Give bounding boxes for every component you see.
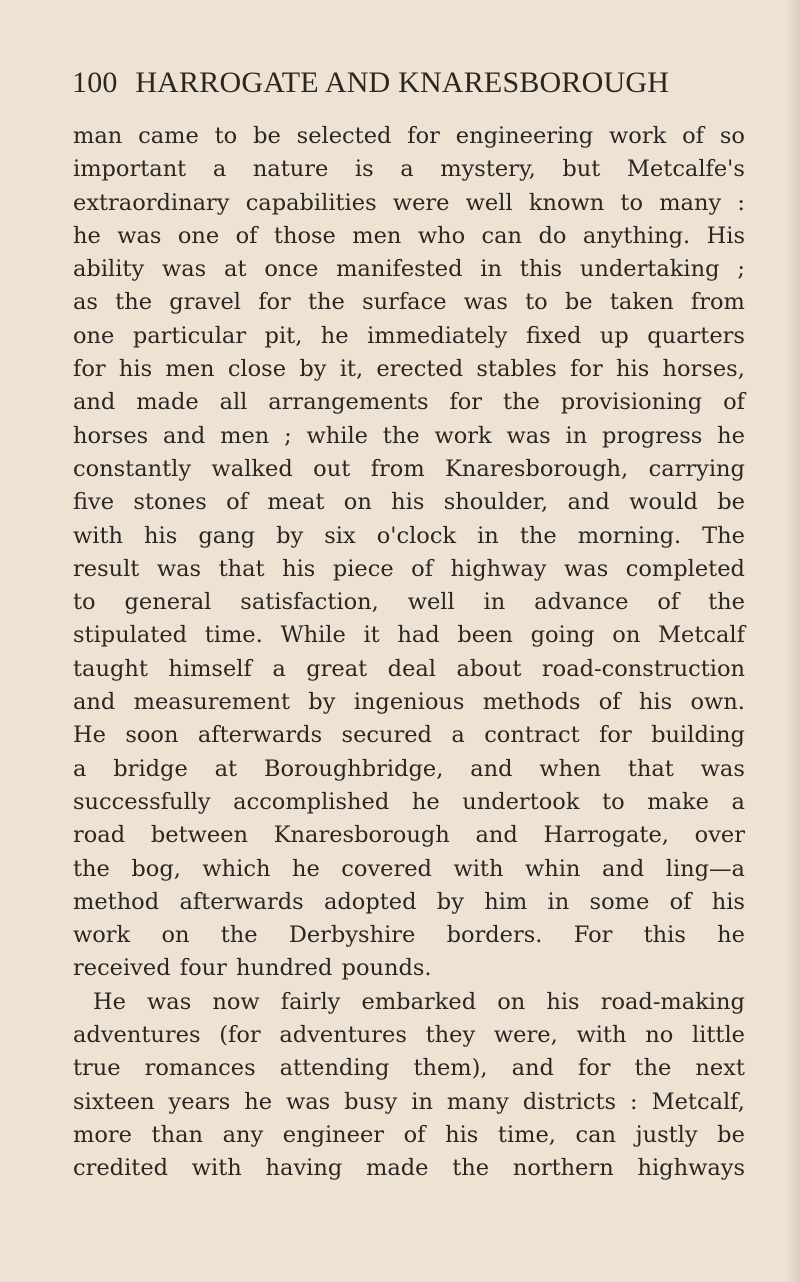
text-line: for his men close by it, erected stables for his horses,: [73, 356, 745, 383]
text-line: He soon afterwards secured a contract for building: [73, 722, 745, 749]
paragraph: [73, 986, 745, 1186]
running-header: [72, 66, 752, 100]
body-text: [73, 120, 745, 1186]
text-line: received four hundred pounds.: [73, 955, 432, 982]
text-line: one particular pit, he immediately fixed up quarters: [73, 322, 745, 349]
text-line: man came to be selected for engineering work of so: [73, 123, 745, 149]
text-line: road between Knaresborough and Harrogate, over: [73, 822, 745, 849]
text-line: work on the Derbyshire borders. For this he: [73, 922, 745, 949]
text-line: true romances attending them), and for the next: [73, 1055, 745, 1082]
text-line: ability was at once manifested in this undertaking ;: [73, 256, 745, 283]
text-line: he was one of those men who can do anything. His: [73, 222, 745, 249]
page-number: 100: [72, 66, 118, 99]
text-line: and measurement by ingenious methods of his own.: [73, 689, 745, 716]
text-line: the bog, which he covered with whin and ling—a: [73, 855, 745, 882]
text-line: sixteen years he was busy in many districts : Metcalf,: [73, 1088, 745, 1115]
text-line: as the gravel for the surface was to be taken from: [73, 289, 745, 316]
text-line: to general satisfaction, well in advance of the: [73, 589, 745, 616]
text-line: extraordinary capabilities were well known to many :: [73, 189, 745, 216]
text-line: a bridge at Boroughbridge, and when that was: [73, 755, 745, 782]
text-line: stipulated time. While it had been going on Metcalf: [73, 622, 745, 649]
running-title: HARROGATE AND KNARESBOROUGH: [135, 66, 670, 99]
text-line: successfully accomplished he undertook to make a: [73, 788, 745, 815]
text-line: method afterwards adopted by him in some of his: [73, 888, 745, 915]
text-line: with his gang by six o'clock in the morning. The: [73, 522, 745, 549]
paragraph: [73, 120, 745, 986]
text-line: He was now fairly embarked on his road-making: [93, 988, 745, 1015]
text-line: result was that his piece of highway was completed: [73, 555, 745, 582]
text-line: important a nature is a mystery, but Metcalfe's: [73, 156, 745, 183]
text-line: and made all arrangements for the provisioning of: [73, 389, 745, 416]
text-line: horses and men ; while the work was in progress he: [73, 422, 745, 449]
text-line: adventures (for adventures they were, with no little: [73, 1022, 745, 1049]
text-line: taught himself a great deal about road-construction: [73, 655, 745, 682]
text-line: more than any engineer of his time, can justly be: [73, 1121, 745, 1148]
text-line: five stones of meat on his shoulder, and would be: [73, 489, 745, 516]
page-edge-shadow: [786, 0, 800, 1282]
text-line: constantly walked out from Knaresborough, carrying: [73, 455, 745, 482]
text-line: credited with having made the northern highways: [73, 1155, 745, 1182]
